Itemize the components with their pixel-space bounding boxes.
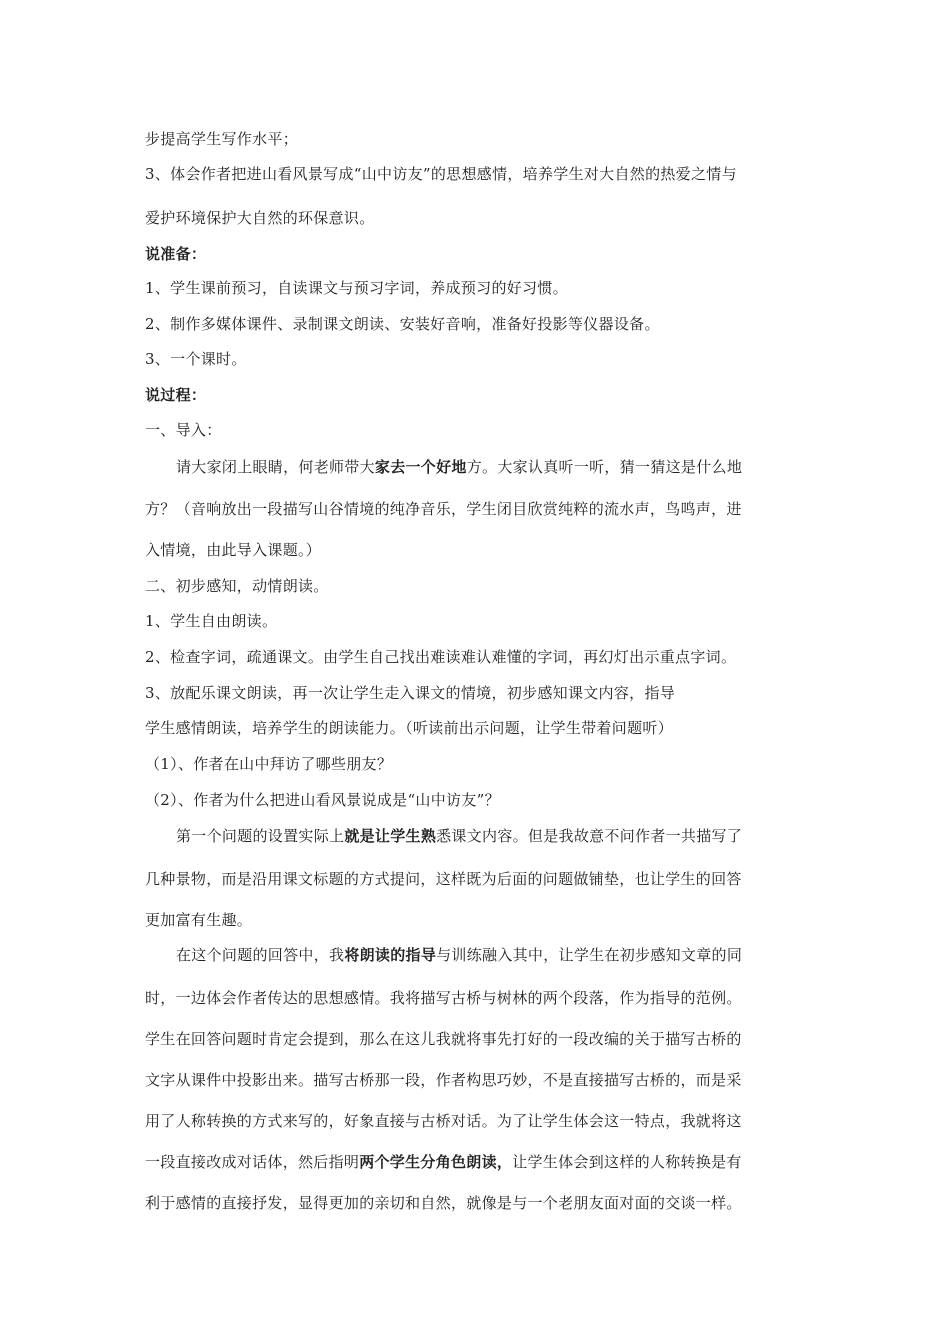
paragraph-line: 2、制作多媒体课件、录制课文朗读、安装好音响，准备好投影等仪器设备。 bbox=[145, 315, 660, 333]
text-run: 悉课文内容。但是我故意不问作者一共描写了 bbox=[436, 827, 743, 845]
emphasis-text: 将朗读的指导 bbox=[344, 946, 437, 964]
paragraph-line: 利于感情的直接抒发，显得更加的亲切和自然，就像是与一个老朋友面对面的交谈一样。 bbox=[145, 1194, 742, 1212]
paragraph-line: 几种景物，而是沿用课文标题的方式提问，这样既为后面的问题做铺垫，也让学生的回答 bbox=[145, 870, 742, 888]
paragraph-line: 2、检查字词，疏通课文。由学生自己找出难读难认难懂的字词，再幻灯出示重点字词。 bbox=[145, 648, 737, 666]
section-heading-preparation: 说准备： bbox=[145, 245, 207, 263]
paragraph-line: 学生在回答问题时肯定会提到，那么在这儿我就将事先打好的一段改编的关于描写古桥的 bbox=[145, 1030, 742, 1048]
paragraph-line bbox=[145, 1151, 742, 1172]
text-run: 在这个问题的回答中，我 bbox=[176, 946, 345, 964]
paragraph-line: 步提高学生写作水平； bbox=[145, 130, 299, 148]
paragraph-line: 爱护环境保护大自然的环保意识。 bbox=[145, 209, 375, 227]
emphasis-text: 家去一个好地 bbox=[374, 458, 467, 476]
paragraph-line: 一、导入： bbox=[145, 421, 222, 439]
paragraph-line: （1）、作者在山中拜访了哪些朋友？ bbox=[145, 755, 393, 773]
paragraph-line: 入情境，由此导入课题。） bbox=[145, 541, 322, 559]
text-run: 第一个问题的设置实际上 bbox=[176, 827, 345, 845]
paragraph-line: 学生感情朗读，培养学生的朗读能力。（听读前出示问题，让学生带着问题听） bbox=[145, 719, 674, 737]
paragraph-line: （2）、作者为什么把进山看风景说成是“山中访友”？ bbox=[145, 791, 500, 809]
paragraph-line bbox=[176, 944, 742, 965]
section-heading-process: 说过程： bbox=[145, 386, 207, 404]
paragraph-line: 1、学生自由朗读。 bbox=[145, 612, 278, 630]
text-run: 一段直接改成对话体，然后指明 bbox=[145, 1153, 360, 1171]
paragraph-line: 更加富有生趣。 bbox=[145, 911, 253, 929]
text-run: 方。大家认真听一听，猜一猜这是什么地 bbox=[466, 458, 743, 476]
paragraph-line: 时，一边体会作者传达的思想感情。我将描写古桥与树林的两个段落，作为指导的范例。 bbox=[145, 989, 742, 1007]
text-run: 与训练融入其中，让学生在初步感知文章的同 bbox=[436, 946, 743, 964]
paragraph-line: 二、初步感知，动情朗读。 bbox=[145, 577, 329, 595]
paragraph-line: 3、体会作者把进山看风景写成“山中访友”的思想感情，培养学生对大自然的热爱之情与 bbox=[145, 165, 737, 183]
text-run: 让学生体会到这样的人称转换是有 bbox=[512, 1153, 742, 1171]
paragraph-line bbox=[176, 456, 742, 477]
paragraph-line: 文字从课件中投影出来。描写古桥那一段，作者构思巧妙，不是直接描写古桥的，而是采 bbox=[145, 1071, 742, 1089]
paragraph-line: 3、一个课时。 bbox=[145, 350, 247, 368]
emphasis-text: 两个学生分角色朗读， bbox=[359, 1153, 513, 1171]
paragraph-line: 用了人称转换的方式来写的，好象直接与古桥对话。为了让学生体会这一特点，我就将这 bbox=[145, 1112, 742, 1130]
paragraph-line: 方？（音响放出一段描写山谷情境的纯净音乐，学生闭目欣赏纯粹的流水声，鸟鸣声，进 bbox=[145, 500, 742, 518]
paragraph-line: 1、学生课前预习，自读课文与预习字词，养成预习的好习惯。 bbox=[145, 279, 568, 297]
emphasis-text: 就是让学生熟 bbox=[344, 827, 437, 845]
paragraph-line: 3、放配乐课文朗读，再一次让学生走入课文的情境，初步感知课文内容，指导 bbox=[145, 684, 676, 702]
paragraph-line bbox=[176, 825, 742, 846]
text-run: 请大家闭上眼睛，何老师带大 bbox=[176, 458, 375, 476]
